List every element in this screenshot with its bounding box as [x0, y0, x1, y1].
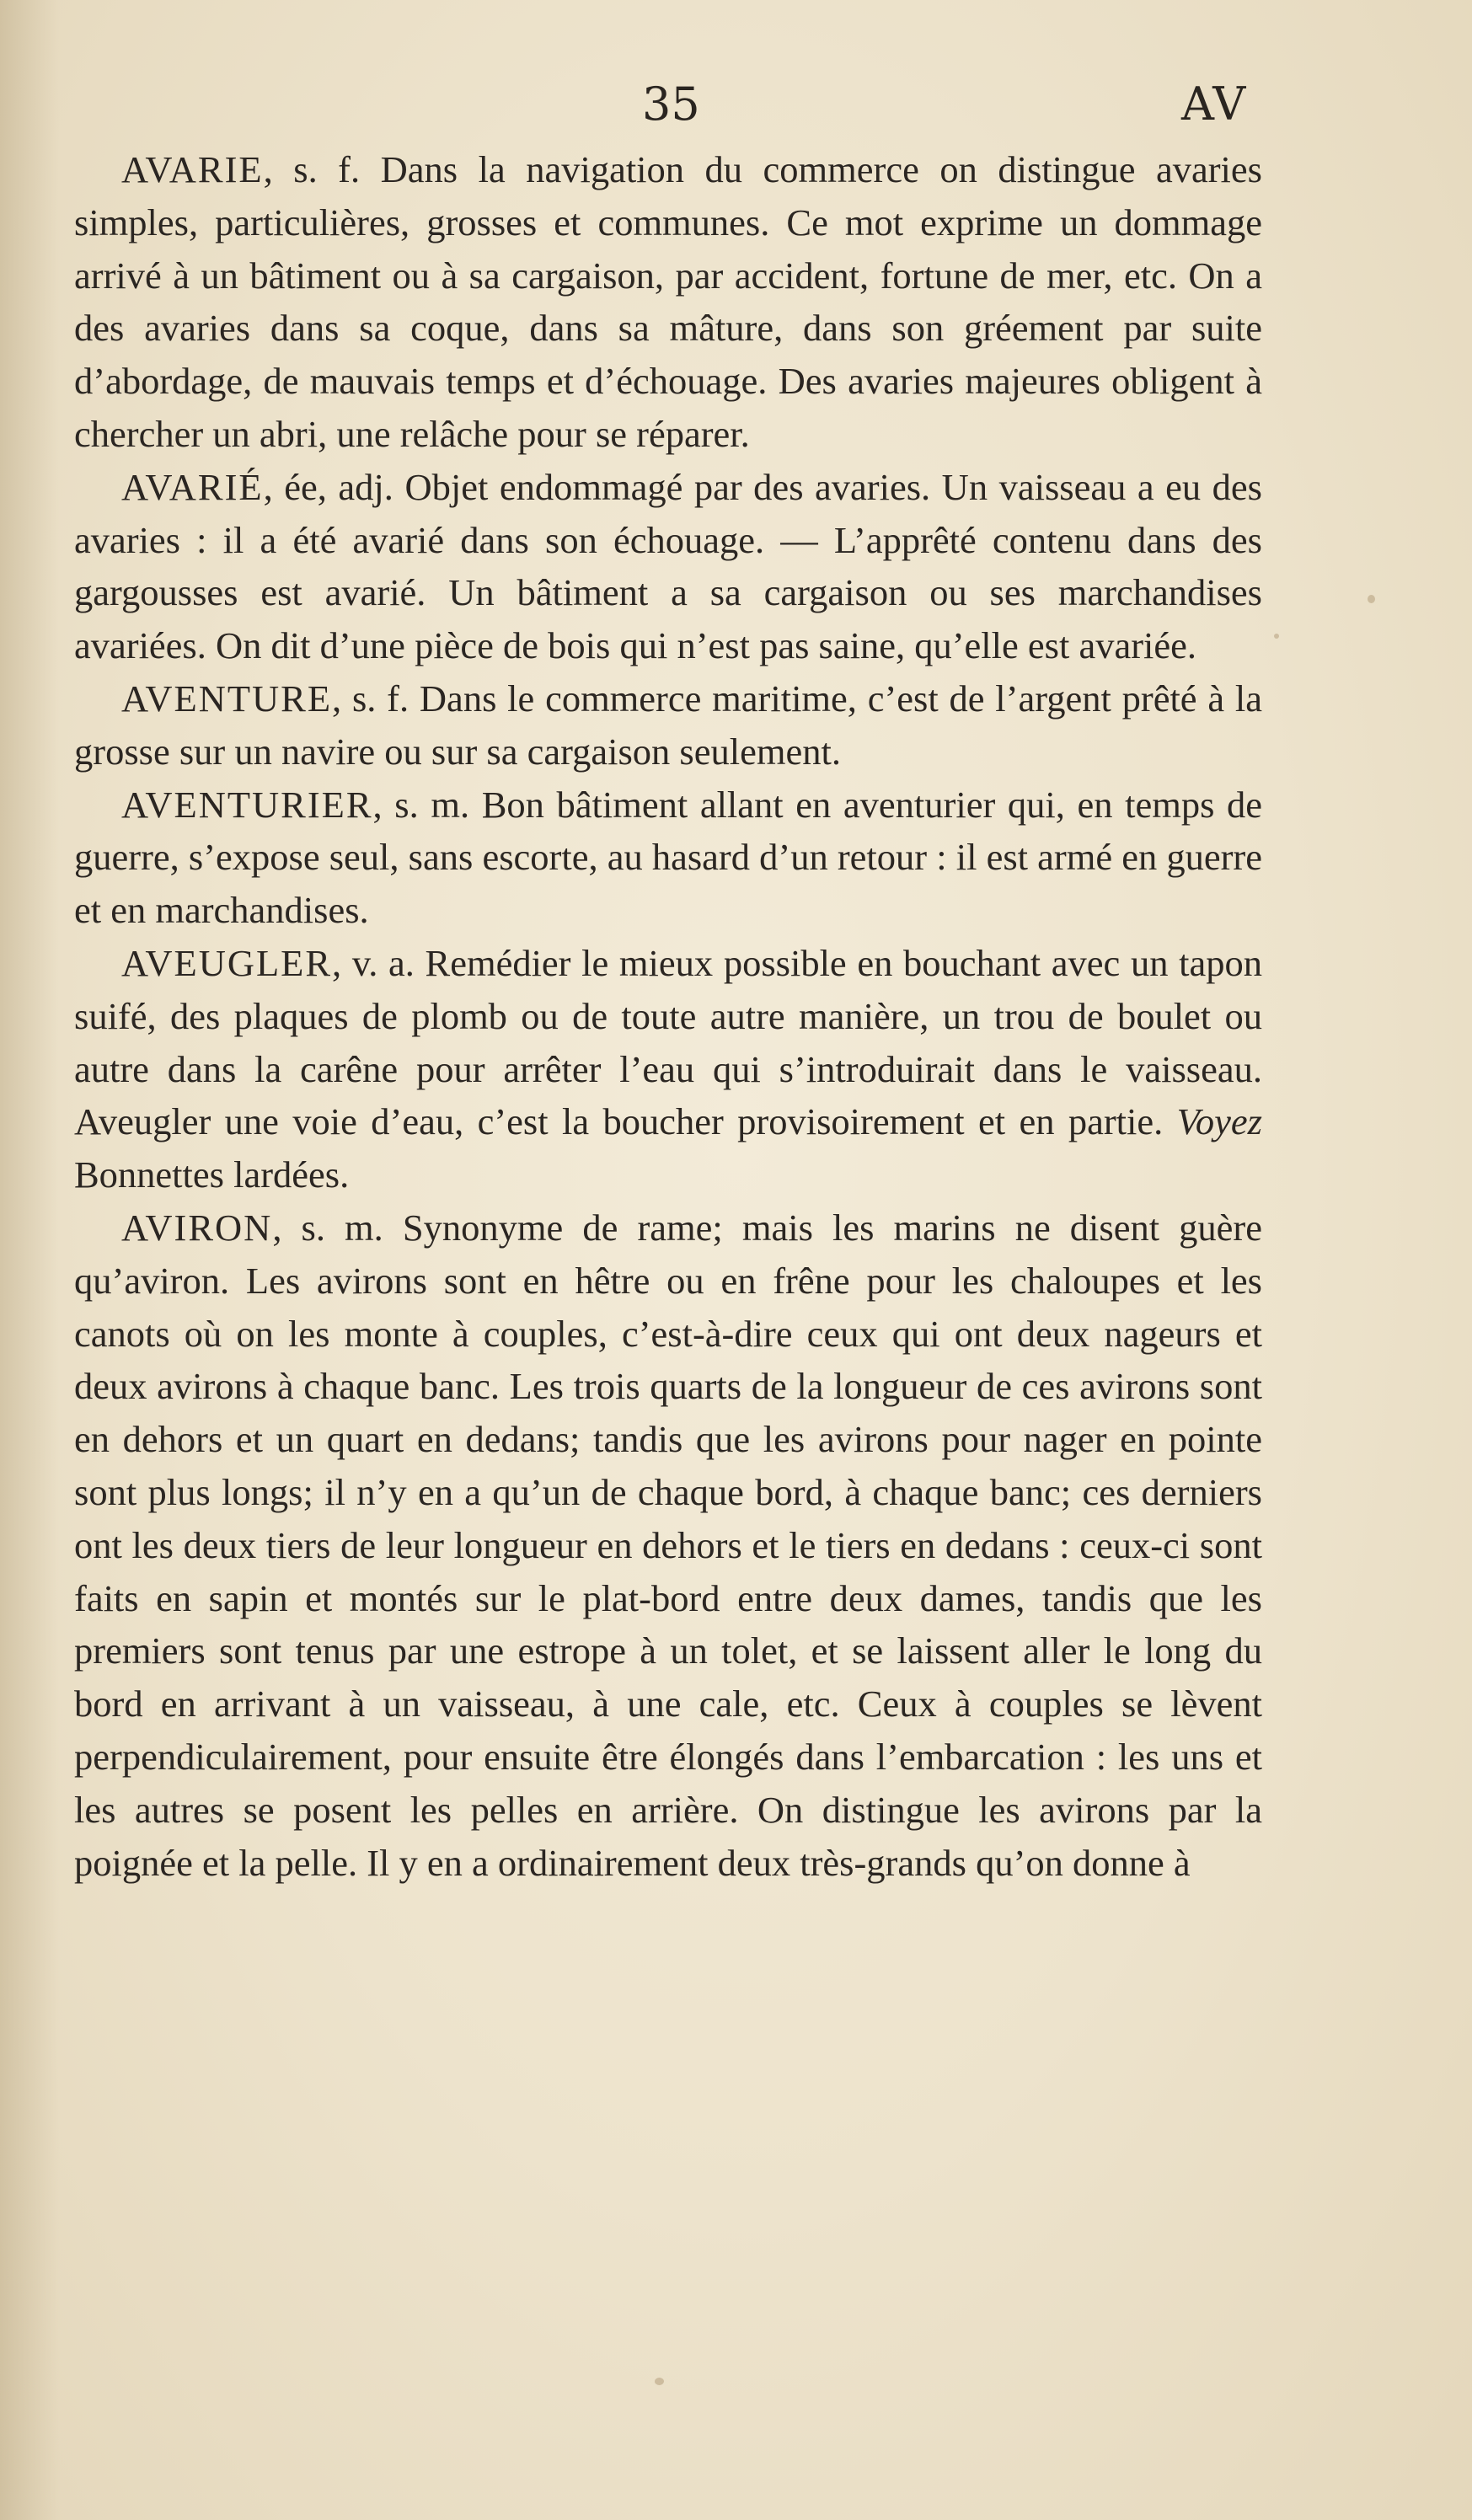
page-header	[0, 78, 1472, 131]
definition: Remédier le mieux possible en bouchant avec un tapon suifé, des plaques de plomb ou de toute autre manière, un trou de boulet ou autre dans la carêne pour arrêter l’eau qui s’introduirait dans le vaisseau. Aveugler une voie d’eau, c’est la boucher provisoirement et en partie.	[74, 941, 1262, 1143]
cross-reference-label: Voyez	[1176, 1100, 1262, 1143]
running-head: AV	[1181, 78, 1247, 131]
grammar-label: , ée, adj.	[263, 465, 393, 508]
definition: Synonyme de rame; mais les marins ne disent guère qu’aviron. Les avirons sont en hêtre ou en frêne pour les chaloupes et les canots où on les monte à couples, c’est-à-dire ceux qui ont deux nageurs et deux avirons à chaque banc. Les trois quarts de la longueur de ces avirons sont en dehors et un quart en dedans; tandis que les avirons pour nager en pointe sont plus longs; il n’y en a qu’un de chaque bord, à chaque banc; ces derniers ont les deux tiers de leur longueur en dehors et le tiers en dedans : ceux-ci sont faits en sapin et montés sur le plat-bord entre deux dames, tandis que les premiers sont tenus par une estrope à un tolet, et se laissent aller le long du bord en arrivant à un vaisseau, à une cale, etc. Ceux à couples se lèvent perpendiculairement, pour ensuite être élongés dans l’embarcation : les uns et les autres se posent les pelles en arrière. On distingue les avirons par la poignée et la pelle. Il y en a ordinairement deux très-grands qu’on donne à	[74, 1206, 1263, 1884]
definition: Dans le commerce maritime, c’est de l’argent prêté à la grosse sur un navire ou sur sa cargaison seulement.	[74, 677, 1262, 773]
grammar-label: , s. m.	[272, 1206, 383, 1249]
grammar-label: , s. f.	[332, 677, 409, 720]
definition: Objet endommagé par des avaries. Un vaisseau a eu des avaries : il a été avarié dans son échouage. — L’apprêté contenu dans des gargousses est avarié. Un bâtiment a sa cargaison ou ses marchandises avariées. On dit d’une pièce de bois qui n’est pas saine, qu’elle est avariée.	[74, 465, 1262, 667]
headword: AVIRON	[121, 1206, 273, 1249]
entry-aventure	[74, 672, 1262, 778]
headword: AVENTURIER	[121, 783, 373, 826]
entry-aveugler	[74, 937, 1262, 1201]
paper-spot	[1274, 634, 1279, 639]
dictionary-text	[74, 143, 1262, 1889]
cross-reference-target: Bonnettes lardées.	[74, 1153, 350, 1196]
paper-spot	[655, 2378, 664, 2385]
grammar-label: , v. a.	[332, 941, 415, 984]
grammar-label: , s. m.	[372, 783, 470, 826]
entry-avarie	[74, 143, 1262, 461]
entry-aviron	[74, 1201, 1262, 1889]
grammar-label: , s. f.	[263, 148, 361, 190]
definition: Bon bâtiment allant en aventurier qui, en temps de guerre, s’expose seul, sans escorte, au hasard d’un retour : il est armé en guerre et en marchandises.	[74, 783, 1263, 932]
entry-avarie-adj	[74, 461, 1262, 672]
definition: Dans la navigation du commerce on distingue avaries simples, particulières, grosses et communes. Ce mot exprime un dommage arrivé à un bâtiment ou à sa cargaison, par accident, fortune de mer, etc. On a des avaries dans sa coque, dans sa mâture, dans son gréement par suite d’abordage, de mauvais temps et d’échouage. Des avaries majeures obligent à chercher un abri, une relâche pour se réparer.	[74, 148, 1262, 455]
entry-aventurier	[74, 778, 1262, 937]
headword: AVARIÉ	[121, 465, 264, 508]
headword: AVARIE	[121, 148, 264, 190]
headword: AVENTURE	[121, 677, 333, 720]
headword: AVEUGLER	[121, 941, 333, 984]
page-number: 35	[642, 78, 700, 131]
paper-spot	[1368, 595, 1375, 603]
